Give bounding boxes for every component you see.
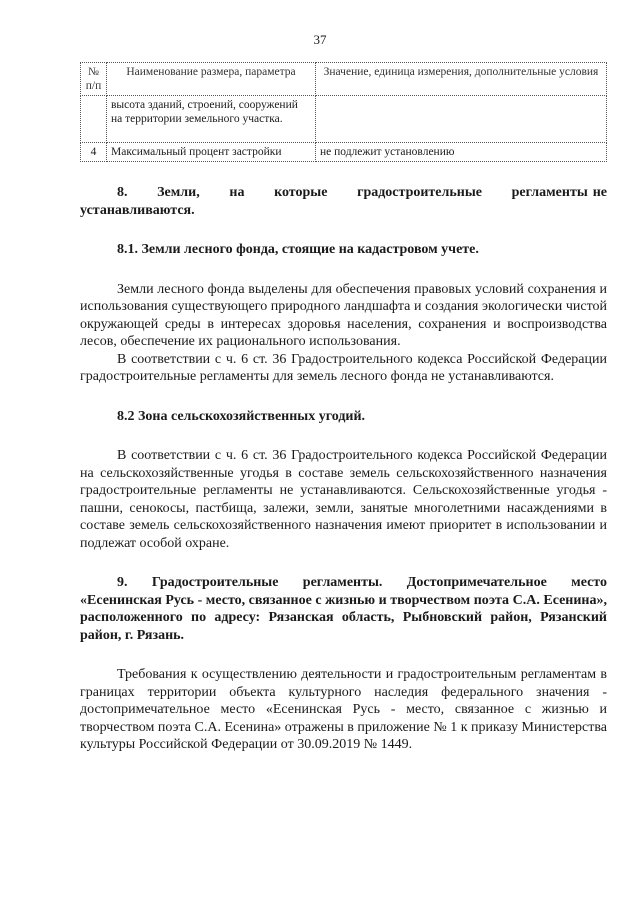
- document-body: [80, 184, 611, 754]
- row-num: [81, 96, 107, 143]
- table-row: [81, 143, 607, 162]
- header-num: № п/п: [81, 63, 107, 96]
- row-num: 4: [81, 143, 107, 162]
- section-8-2-paragraph-1: В соответствии с ч. 6 ст. 36 Градостроительного кодекса Российской Федерации на сельскохозяйственные угодья в составе земель сельскохозяйственного назначения градостроительные регламенты не устанавливаются. Сельскохозяйственные угодья - пашни, сенокосы, пастбища, залежи, земли, занятые многолетними насаждениями в составе земель сельскохозяйственного назначения имеют приоритет в использовании и подлежат особой охране.: [80, 448, 607, 551]
- section-8-title: 8. Земли, на которые градостроительные регламенты не устанавливаются.: [80, 185, 611, 218]
- page-number: 37: [313, 32, 327, 47]
- regulation-table: [80, 62, 607, 162]
- section-8-1-paragraph-1: Земли лесного фонда выделены для обеспечения правовых условий сохранения и использования существующего природного ландшафта и создания экологически чистой окружающей среды в интересах здоровья населения, сохранения и воспроизводства лесов, обеспечение их рационального использования.: [80, 281, 607, 349]
- section-8-1-paragraph-2: В соответствии с ч. 6 ст. 36 Градостроительного кодекса Российской Федерации градостроительные регламенты для земель лесного фонда не устанавливаются.: [80, 351, 607, 384]
- row-name: Максимальный процент застройки: [107, 143, 316, 162]
- section-8-2-title: 8.2 Зона сельскохозяйственных угодий.: [117, 408, 366, 424]
- section-9-title: 9. Градостроительные регламенты. Достопримечательное место «Есенинская Русь - место, связанное с жизнью и творчеством поэта С.А. Есенина», расположенного по адресу: Рязанская область, Рыбновский район, Рязанский район, г. Рязань.: [80, 575, 607, 643]
- table-header-row: [81, 63, 607, 96]
- section-8-1-title: 8.1. Земли лесного фонда, стоящие на кадастровом учете.: [117, 242, 479, 257]
- section-9-paragraph-1: Требования к осуществлению деятельности и градостроительным регламентам в границах территории объекта культурного наследия федерального значения - достопримечательное место «Есенинская Русь - место, связанное с жизнью и творчеством поэта С.А. Есенина» отражены в приложение № 1 к приказу Министерства культуры Российской Федерации от 30.09.2019 № 1449.: [80, 667, 607, 752]
- row-name: высота зданий, строений, сооружений на территории земельного участка.: [107, 96, 316, 143]
- header-value: Значение, единица измерения, дополнительные условия: [316, 63, 607, 96]
- table-row: [81, 96, 607, 143]
- row-value: не подлежит установлению: [316, 143, 607, 162]
- row-value: [316, 96, 607, 143]
- header-name: Наименование размера, параметра: [107, 63, 316, 96]
